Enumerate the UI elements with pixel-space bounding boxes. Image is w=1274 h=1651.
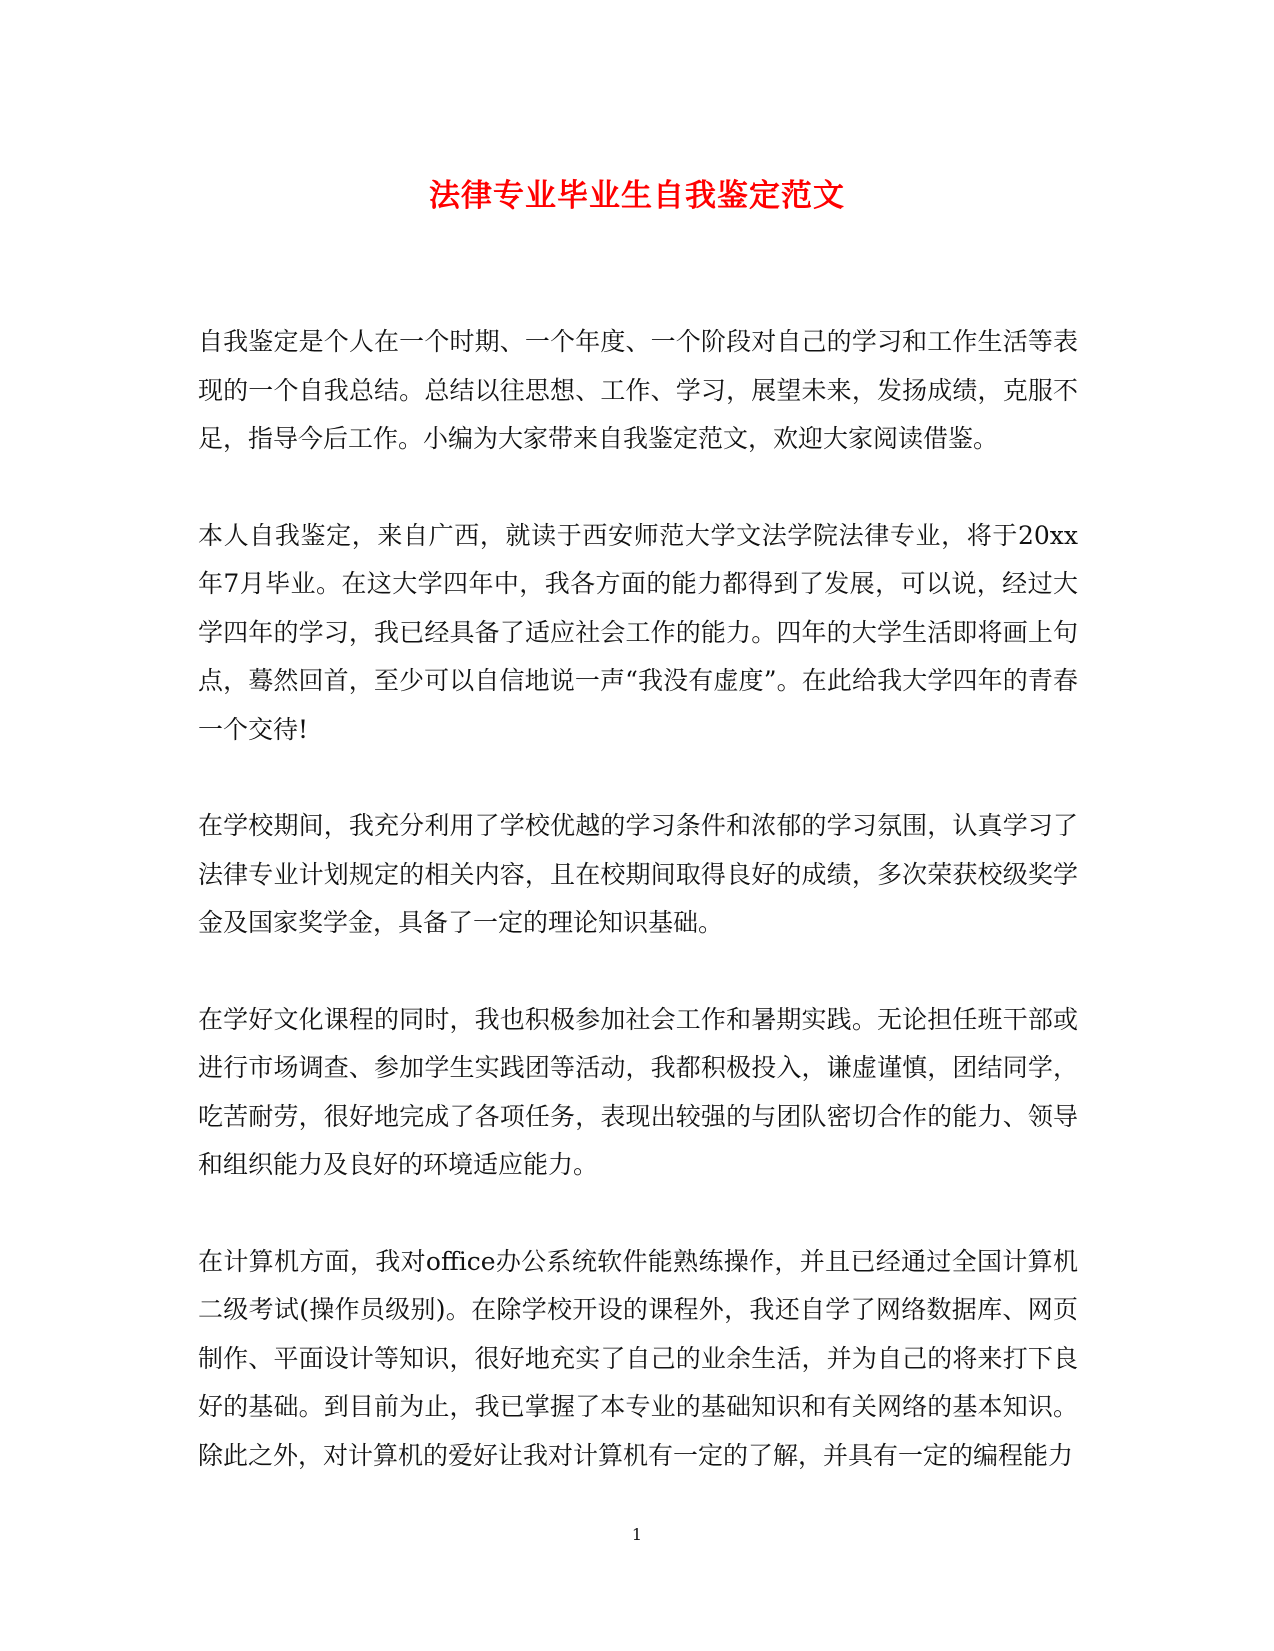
paragraph-self-introduction: 本人自我鉴定，来自广西，就读于西安师范大学文法学院法律专业，将于20xx年7月毕业。在这大学四年中，我各方面的能力都得到了发展，可以说，经过大学四年的学习，我已经具备了适应社会工作的能力。四年的大学生活即将画上句点，蓦然回首，至少可以自信地说一声“我没有虚度”。在此给我大学四年的青春一个交待! [198, 520, 1078, 744]
page-number: 1 [631, 1525, 643, 1544]
document-body [198, 318, 1078, 1528]
paragraph-social-practice: 在学好文化课程的同时，我也积极参加社会工作和暑期实践。无论担任班干部或进行市场调查、参加学生实践团等活动，我都积极投入，谦虚谨慎，团结同学，吃苦耐劳，很好地完成了各项任务，表现出较强的与团队密切合作的能力、领导和组织能力及良好的环境适应能力。 [198, 1004, 1078, 1179]
document-title: 法律专业毕业生自我鉴定范文 [429, 178, 845, 214]
paragraph-computer-skills: 在计算机方面，我对office办公系统软件能熟练操作，并且已经通过全国计算机二级考试(操作员级别)。在除学校开设的课程外，我还自学了网络数据库、网页制作、平面设计等知识，很好地充实了自己的业余生活，并为自己的将来打下良好的基础。到目前为止，我已掌握了本专业的基础知识和有关网络的基本知识。除此之外，对计算机的爱好让我对计算机有一定的了解，并具有一定的编程能力 [198, 1246, 1078, 1470]
paragraph-study: 在学校期间，我充分利用了学校优越的学习条件和浓郁的学习氛围，认真学习了法律专业计划规定的相关内容，且在校期间取得良好的成绩，多次荣获校级奖学金及国家奖学金，具备了一定的理论知识基础。 [198, 811, 1078, 937]
paragraph-intro: 自我鉴定是个人在一个时期、一个年度、一个阶段对自己的学习和工作生活等表现的一个自我总结。总结以往思想、工作、学习，展望未来，发扬成绩，克服不足，指导今后工作。小编为大家带来自我鉴定范文，欢迎大家阅读借鉴。 [198, 327, 1078, 453]
